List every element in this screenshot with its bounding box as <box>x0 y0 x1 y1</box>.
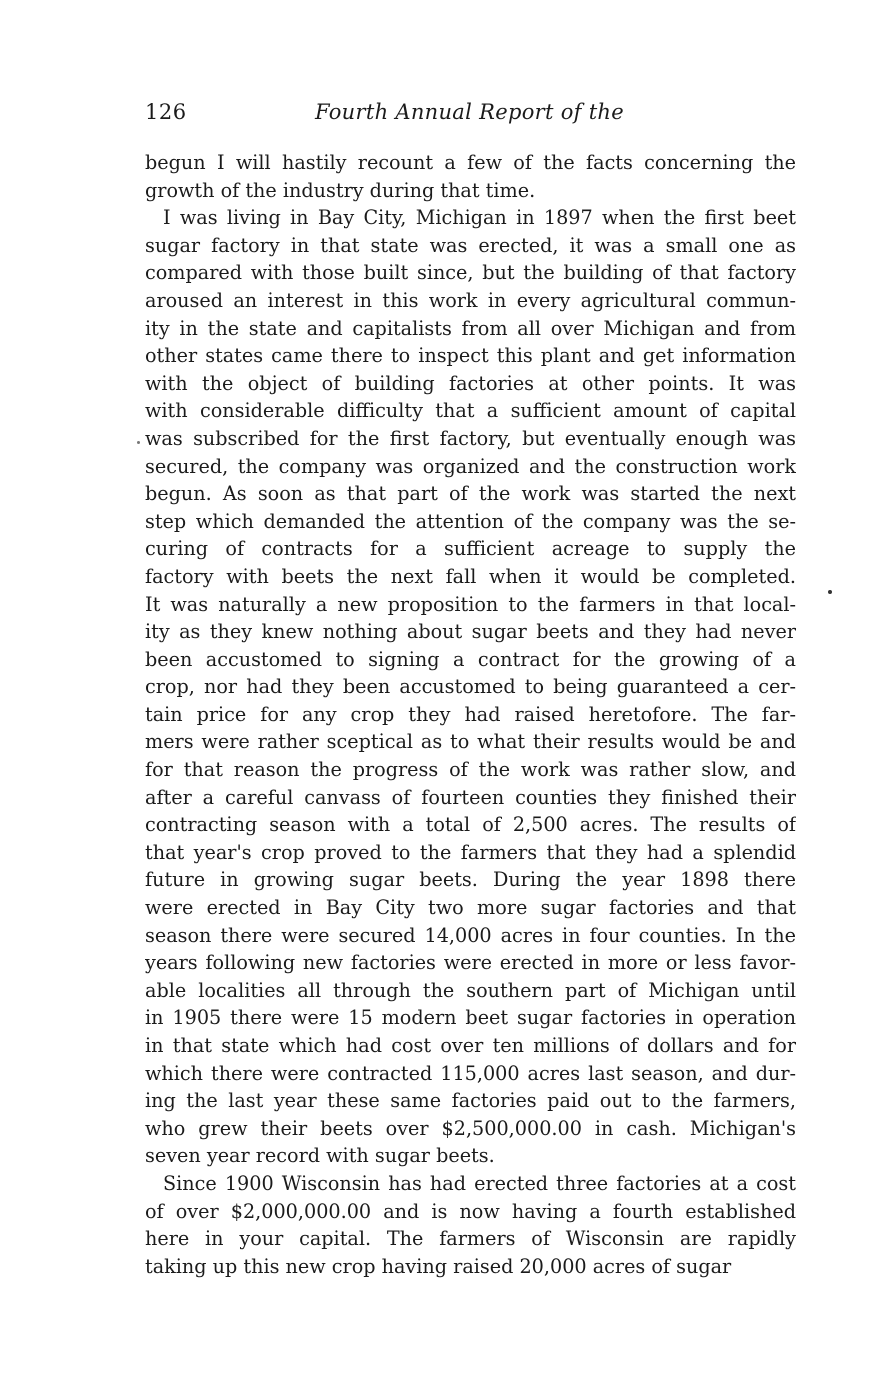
paragraph <box>145 149 796 204</box>
text-line: taking up this new crop having raised 20,000 acres of sugar <box>145 1254 732 1278</box>
text-line: begun I will hastily recount a few of the facts concerning the <box>145 151 796 174</box>
text-line: with considerable difficulty that a sufficient amount of capital <box>145 399 796 423</box>
text-line: was subscribed for the first factory, but eventually enough was <box>145 426 796 450</box>
text-line: tain price for any crop they had raised heretofore. The far- <box>145 702 796 726</box>
text-line: for that reason the progress of the work was rather slow, and <box>145 758 796 782</box>
paragraph <box>145 1170 796 1280</box>
text-line: in 1905 there were 15 modern beet sugar factories in operation <box>145 1006 796 1030</box>
text-line: begun. As soon as that part of the work was started the next <box>145 482 796 506</box>
text-line: contracting season with a total of 2,500 acres. The results of <box>145 813 796 837</box>
text-line: step which demanded the attention of the company was the se- <box>145 509 796 533</box>
text-line: future in growing sugar beets. During the year 1898 there <box>145 868 796 892</box>
stray-ink-mark <box>137 441 140 444</box>
text-line: been accustomed to signing a contract for the growing of a <box>145 647 796 671</box>
text-line: ity in the state and capitalists from all over Michigan and from <box>145 316 796 340</box>
text-line: which there were contracted 115,000 acres last season, and dur- <box>145 1061 796 1085</box>
text-line: after a careful canvass of fourteen counties they finished their <box>145 785 796 809</box>
text-line: sugar factory in that state was erected, it was a small one as <box>145 233 796 257</box>
text-line: in that state which had cost over ten millions of dollars and for <box>145 1034 796 1057</box>
text-line: season there were secured 14,000 acres in four counties. In the <box>145 923 796 947</box>
text-line: Since 1900 Wisconsin has had erected three factories at a cost <box>163 1171 796 1195</box>
text-line: mers were rather sceptical as to what their results would be and <box>145 730 796 754</box>
text-line: here in your capital. The farmers of Wisconsin are rapidly <box>145 1227 796 1251</box>
text-line: of over $2,000,000.00 and is now having a fourth established <box>145 1199 796 1223</box>
text-line: factory with beets the next fall when it would be completed. <box>145 564 796 588</box>
text-line: aroused an interest in this work in every agricultural commun- <box>145 288 796 312</box>
text-line: were erected in Bay City two more sugar factories and that <box>145 896 796 920</box>
text-line: seven year record with sugar beets. <box>145 1144 495 1168</box>
text-line: growth of the industry during that time. <box>145 178 536 202</box>
page-number: 126 <box>145 100 187 124</box>
text-line: curing of contracts for a sufficient acreage to supply the <box>145 537 796 561</box>
text-line: crop, nor had they been accustomed to being guaranteed a cer- <box>145 675 796 699</box>
text-line: compared with those built since, but the building of that factory <box>145 261 796 285</box>
body-text <box>145 149 796 1280</box>
text-line: I was living in Bay City, Michigan in 1897 when the first beet <box>163 206 796 230</box>
text-line: ing the last year these same factories paid out to the farmers, <box>145 1089 796 1113</box>
text-line: years following new factories were erected in more or less favor- <box>145 951 796 975</box>
text-line: It was naturally a new proposition to the farmers in that local- <box>145 592 796 616</box>
text-line: who grew their beets over $2,500,000.00 in cash. Michigan's <box>145 1116 796 1140</box>
text-line: able localities all through the southern part of Michigan until <box>145 978 796 1002</box>
text-line: secured, the company was organized and the construction work <box>145 454 796 478</box>
running-title: Fourth Annual Report of the <box>315 100 624 124</box>
stray-ink-mark <box>828 590 832 594</box>
text-line: that year's crop proved to the farmers that they had a splendid <box>145 840 796 864</box>
page-header <box>145 100 805 132</box>
paragraph <box>145 204 796 1170</box>
text-line: other states came there to inspect this plant and get information <box>145 344 796 368</box>
text-line: with the object of building factories at other points. It was <box>145 371 796 395</box>
text-line: ity as they knew nothing about sugar beets and they had never <box>145 620 796 644</box>
